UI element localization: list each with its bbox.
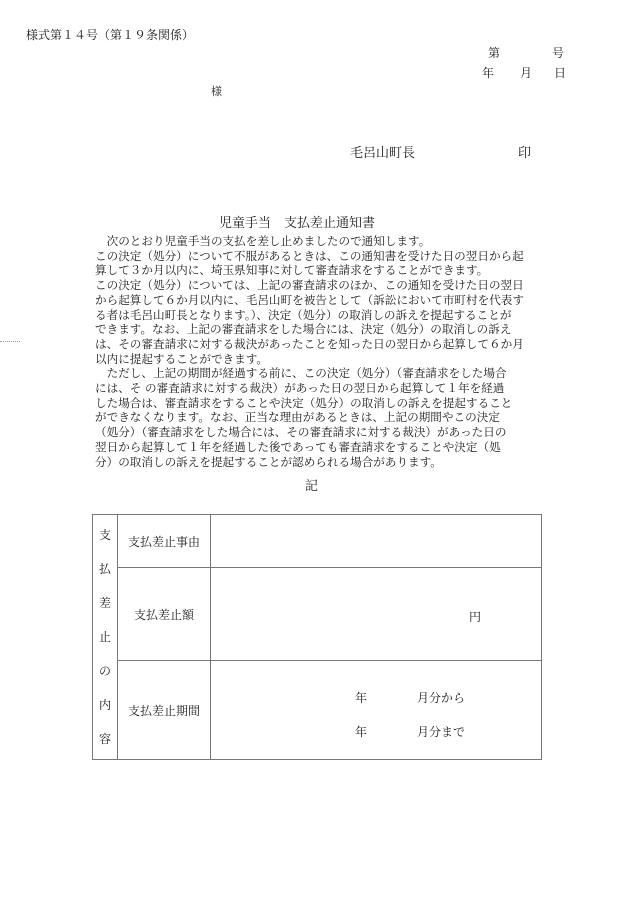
date-day: 日 [554, 66, 567, 80]
period-from-year: 年 [355, 691, 368, 705]
side-label-char: 支 [98, 528, 111, 542]
date-year: 年 [482, 66, 495, 80]
seal-mark: 印 [518, 146, 532, 161]
body-line: この決定（処分）については、上記の審査請求のほか、この通知を受けた日の翌日 [95, 278, 524, 293]
reason-label: 支払差止事由 [118, 515, 211, 568]
recipient-honorific: 様 [211, 85, 222, 98]
body-line: この決定（処分）について不服があるときは、この通知書を受けた日の翌日から起 [95, 248, 524, 263]
body-line: ただし、上記の期間が経過する前に、この決定（処分）（審査請求をした場合 [95, 366, 507, 381]
body-line: から起算して６か月以内に、毛呂山町を被告として（訴訟において市町村を代表す [95, 292, 524, 307]
period-to-month: 月分まで [417, 725, 466, 739]
period-from-month: 月分から [417, 691, 466, 705]
ki-heading: 記 [305, 479, 319, 494]
document-date [482, 64, 572, 78]
body-line: 次のとおり児童手当の支払を差し止めましたので通知します。 [95, 234, 431, 248]
side-label-char: 止 [98, 630, 111, 644]
amount-unit: 円 [469, 610, 482, 624]
body-line: 以内に提起することができます。 [95, 351, 268, 366]
body-line: は、その審査請求に対する裁決があったことを知った日の翌日から起算して６か月 [95, 336, 524, 351]
body-line: （処分）（審査請求をした場合には、その審査請求に対する裁決）があった日の [95, 425, 507, 440]
side-label-char: の [98, 664, 111, 678]
body-line: 算して３か月以内に、埼玉県知事に対して審査請求をすることができます。 [95, 263, 489, 278]
side-label-char: 内 [98, 698, 111, 712]
body-line: ができなくなります。なお、正当な理由があるときは、上記の期間やこの決定 [95, 410, 500, 425]
notice-body [95, 234, 555, 469]
number-prefix: 第 [488, 46, 501, 60]
body-line: には、そ の審査請求に対する裁決）があった日の翌日から起算して１年を経過 [95, 381, 505, 396]
document-number [488, 44, 568, 58]
margin-dotted-line [0, 341, 20, 342]
period-to-year: 年 [355, 725, 368, 739]
body-line: した場合は、審査請求をすることや決定（処分）の取消しの訴えを提起すること [95, 395, 513, 410]
side-label-column [93, 515, 118, 760]
body-line: る者は毛呂山町長となります。）、決定（処分）の取消しの訴えを提起することが [95, 307, 512, 322]
amount-label: 支払差止額 [118, 568, 211, 661]
body-line: できます。なお、上記の審査請求をした場合には、決定（処分）の取消しの訴え [95, 322, 512, 337]
side-label-char: 払 [98, 562, 111, 576]
form-number-label: 様式第１４号（第１９条関係） [26, 28, 195, 42]
period-value-cell [211, 661, 542, 760]
period-label: 支払差止期間 [118, 661, 211, 760]
body-line: 分）の取消しの訴えを提起することが認められる場合があります。 [95, 454, 442, 469]
side-label-char: 容 [98, 732, 111, 746]
side-label-char: 差 [98, 596, 111, 610]
number-suffix: 号 [552, 46, 565, 60]
body-line: 翌日から起算して１年を経過した後であっても審査請求をすることや決定（処 [95, 439, 501, 454]
document-title: 児童手当 支払差止通知書 [219, 216, 376, 231]
date-month: 月 [520, 66, 533, 80]
issuer-name: 毛呂山町長 [350, 146, 416, 161]
amount-value-cell [211, 568, 542, 661]
suspension-details-table [92, 514, 542, 760]
reason-value-cell [211, 515, 542, 568]
